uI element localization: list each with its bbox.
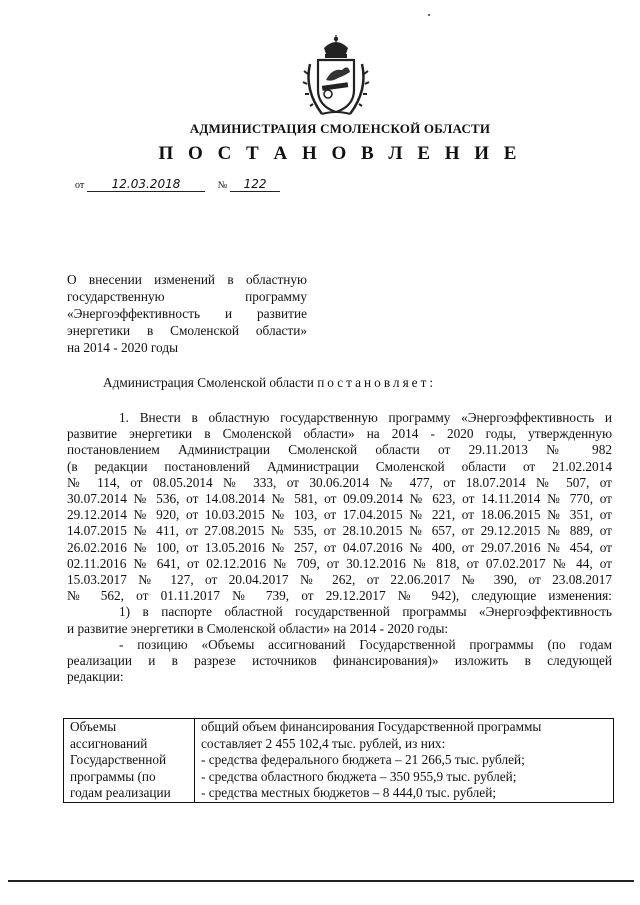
body-line: 26.02.2016 № 100, от 13.05.2016 № 257, от 04.07.2016 № 400, от 29.07.2016 № 454, от	[67, 539, 612, 555]
body-line: (в редакции постановлений Администрации Смоленской области от 21.02.2014	[67, 458, 612, 474]
number-value: 122	[230, 177, 280, 192]
body-line: 02.11.2016 № 641, от 02.12.2016 № 709, от 30.12.2016 № 818, от 07.02.2017 № 44, от	[67, 555, 612, 571]
coat-of-arms-icon	[302, 34, 370, 118]
number-label: №	[217, 180, 228, 191]
scan-speck	[428, 14, 430, 16]
subject-line: государственную программу	[67, 289, 307, 304]
decree-spaced: постановляет:	[317, 375, 437, 390]
body-line: 14.07.2015 № 411, от 27.08.2015 № 535, от 28.10.2015 № 657, от 29.12.2015 № 889, от	[67, 523, 612, 539]
date-label: от	[75, 180, 85, 191]
table-cell-line: - средства областного бюджета – 350 955,9 тыс. рублей;	[201, 768, 517, 784]
subject-block	[67, 271, 307, 356]
document-body	[67, 410, 612, 685]
table-cell-line: Государственной	[70, 752, 167, 767]
date-number-line	[75, 177, 280, 192]
table-cell-heading	[64, 719, 195, 803]
subject-line: энергетики в Смоленской области»	[67, 323, 307, 338]
table-cell-line: общий объем финансирования Государственной программы	[201, 719, 542, 734]
decree-line	[103, 375, 436, 391]
page-bottom-divider	[8, 880, 634, 882]
body-line: 1. Внести в областную государственную программу «Энергоэффективность и	[119, 410, 612, 425]
table-cell-line: - средства местных бюджетов – 8 444,0 тыс. рублей;	[201, 785, 497, 800]
body-line: развитие энергетики в Смоленской области» на 2014 - 2020 годы, утвержденную	[67, 426, 612, 442]
body-line: 1) в паспорте областной государственной программы «Энергоэффективность	[119, 604, 612, 620]
body-line: 29.12.2014 № 920, от 10.03.2015 № 103, от 17.04.2015 № 221, от 18.06.2015 № 351, от	[67, 507, 612, 523]
body-line: - позицию «Объемы ассигнований Государственной программы (по годам	[119, 636, 612, 652]
table-cell-line: составляет 2 455 102,4 тыс. рублей, из них:	[201, 735, 446, 751]
body-line: 30.07.2014 № 536, от 14.08.2014 № 581, от 09.09.2014 № 623, от 14.11.2014 № 770, от	[67, 491, 612, 507]
subject-line: О внесении изменений в областную	[67, 272, 307, 287]
body-line: № 114, от 08.05.2014 № 333, от 30.06.2014 № 477, от 18.07.2014 № 507, от	[67, 474, 612, 490]
decree-text: Администрация Смоленской области	[103, 375, 318, 390]
body-line: № 562, от 01.11.2017 № 739, от 29.12.2017 № 942), следующие изменения:	[67, 588, 612, 604]
subject-line: «Энергоэффективность и развитие	[67, 306, 307, 321]
body-line: 15.03.2017 № 127, от 20.04.2017 № 262, от 22.06.2017 № 390, от 23.08.2017	[67, 572, 612, 588]
body-line: реализации и в разрезе источников финансирования)» изложить в следующей	[67, 653, 612, 669]
table-cell-line: программы (по	[70, 768, 156, 784]
financing-table	[63, 718, 614, 803]
body-line: и развитие энергетики в Смоленской области» на 2014 - 2020 годы:	[67, 620, 449, 636]
table-cell-line: годам реализации	[70, 785, 171, 800]
table-row	[64, 719, 614, 803]
organization-name: АДМИНИСТРАЦИЯ СМОЛЕНСКОЙ ОБЛАСТИ	[189, 121, 491, 136]
body-line: редакции:	[67, 669, 124, 685]
body-line: постановлением Администрации Смоленской области от 29.11.2013 № 982	[67, 442, 612, 458]
table-cell-line: Объемы	[70, 719, 117, 734]
table-cell-line: - средства федерального бюджета – 21 266,5 тыс. рублей;	[201, 752, 525, 767]
table-cell-line: ассигнований	[70, 735, 148, 751]
subject-line: на 2014 - 2020 годы	[67, 340, 179, 355]
date-value: 12.03.2018	[87, 177, 205, 192]
document-type-title: П О С Т А Н О В Л Е Н И Е	[158, 143, 522, 164]
table-cell-value	[195, 719, 614, 803]
